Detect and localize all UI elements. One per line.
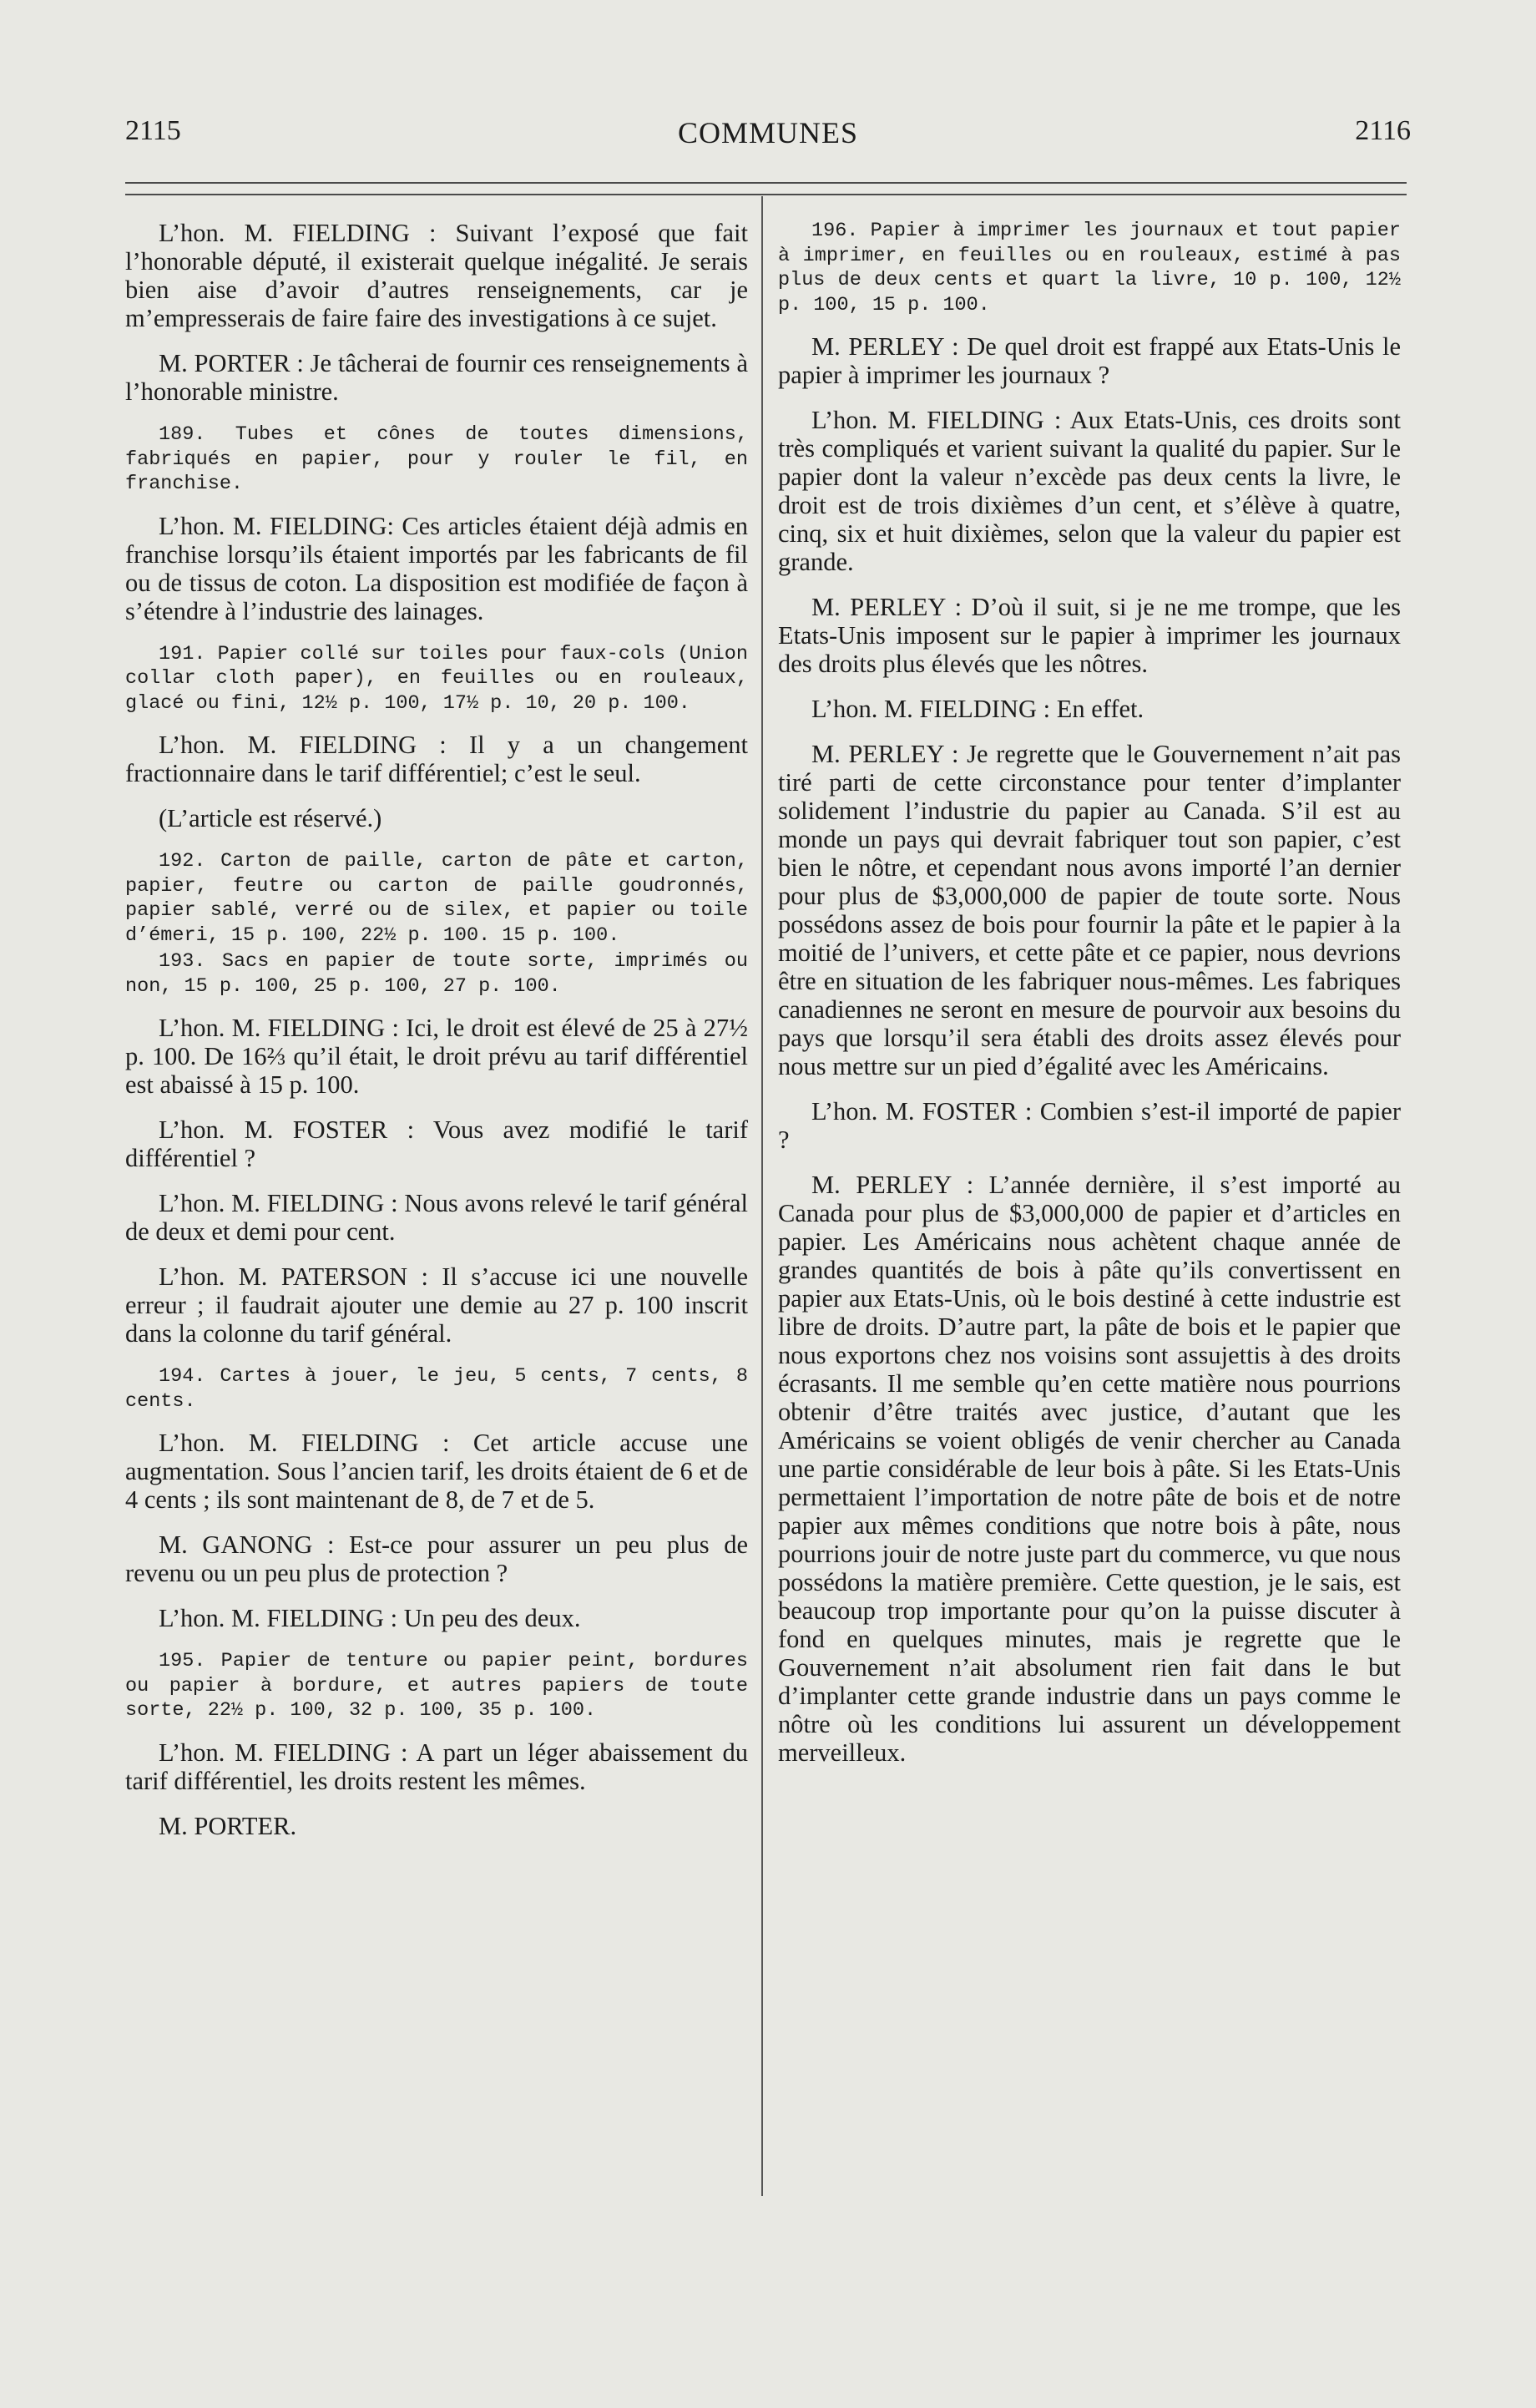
paragraph: M. PERLEY : L’année dernière, il s’est importé au Canada pour plus de $3,000,000 de papier et d’articles en papier. Les Américains nous achètent chaque année de grandes quantités de bois à pâte qu’ils convertissent en papier aux Etats-Unis, où le bois destiné à cette industrie est libre de droits. D’autre part, la pâte de bois et le papier que nous exportons chez nos voisins sont assujettis à des droits écrasants. Il me semble qu’en cette matière nous pourrions obtenir d’être traités avec justice, d’autant que les Américains se voient obligés de venir chercher au Canada une partie considérable de leur bois à pâte. Si les Etats-Unis permettaient l’importation de notre pâte de bois et de notre papier aux mêmes conditions que notre bois à pâte, nous pourrions jouir de notre juste part du commerce, vu que nous possédons la matière première. Cette question, je le sais, est beaucoup trop importante pour qu’on la puisse discuter à fond en quelques minutes, mais je regrette que le Gouvernement n’ait absolument rien fait dans le but d’implanter cette grande industrie dans un pays comme le nôtre où les conditions lui assurent un développement merveilleux. <box>778 1171 1401 1767</box>
left-column <box>125 219 748 1840</box>
paragraph: L’hon. M. FIELDING : A part un léger abaissement du tarif différentiel, les droits restent les mêmes. <box>125 1738 748 1795</box>
paragraph: L’hon. M. FIELDING : Cet article accuse une augmentation. Sous l’ancien tarif, les droits étaient de 6 et de 4 cents ; ils sont maintenant de 8, de 7 et de 5. <box>125 1429 748 1514</box>
paragraph: L’hon. M. FIELDING : Il y a un changement fractionnaire dans le tarif différentiel; c’est le seul. <box>125 731 748 787</box>
paragraph: L’hon. M. FIELDING : Ici, le droit est élevé de 25 à 27½ p. 100. De 16⅔ qu’il était, le droit prévu au tarif différentiel est abaissé à 15 p. 100. <box>125 1014 748 1099</box>
tariff-item: 193. Sacs en papier de toute sorte, imprimés ou non, 15 p. 100, 25 p. 100, 27 p. 100. <box>125 950 748 998</box>
paragraph: M. PERLEY : D’où il suit, si je ne me trompe, que les Etats-Unis imposent sur le papier à imprimer les journaux des droits plus élevés que les nôtres. <box>778 593 1401 678</box>
page-number-right: 2116 <box>1355 115 1411 146</box>
paragraph: L’hon. M. FIELDING : Suivant l’exposé que fait l’honorable député, il existerait quelque inégalité. Je serais bien aise d’avoir d’autres renseignements, car je m’empresserais de faire faire des investigations à ce sujet. <box>125 219 748 332</box>
paragraph: L’hon. M. FIELDING : En effet. <box>811 695 1144 723</box>
header-rule-top <box>125 182 1407 184</box>
paragraph: L’hon. M. FOSTER : Combien s’est-il importé de papier ? <box>778 1097 1401 1154</box>
paragraph: M. PERLEY : De quel droit est frappé aux Etats-Unis le papier à imprimer les journaux ? <box>778 332 1401 389</box>
paragraph: M. PORTER : Je tâcherai de fournir ces renseignements à l’honorable ministre. <box>125 349 748 406</box>
paragraph: M. PERLEY : Je regrette que le Gouvernement n’ait pas tiré parti de cette circonstance pour tenter d’implanter solidement l’industrie du papier au Canada. S’il est au monde un pays qui devrait fabriquer tout son papier, c’est bien le nôtre, et cependant nous avons importé l’an dernier pour plus de $3,000,000 de papier de toute sorte. Nous possédons assez de bois pour fournir la pâte et le papier à la moitié de l’univers, et cette pâte et ce papier, nous devrions être en situation de les fabriquer nous-mêmes. Les fabriques canadiennes ne seront en mesure de pourvoir aux besoins du pays que lorsqu’il sera établi des droits assez élevés pour nous mettre sur un pied d’égalité avec les Américains. <box>778 740 1401 1080</box>
paragraph: L’hon. M. FIELDING: Ces articles étaient déjà admis en franchise lorsqu’ils étaient importés par les fabricants de fil ou de tissus de coton. La disposition est modifiée de façon à s’étendre à l’industrie des lainages. <box>125 511 748 625</box>
paragraph: (L’article est réservé.) <box>159 804 382 832</box>
page-header <box>125 115 1411 157</box>
speaker-line: M. PORTER. <box>159 1811 297 1840</box>
paragraph: L’hon. M. FIELDING : Un peu des deux. <box>159 1604 581 1632</box>
tariff-item: 196. Papier à imprimer les journaux et tout papier à imprimer, en feuilles ou en rouleaux, estimé à pas plus de deux cents et quart la livre, 10 p. 100, 12½ p. 100, 15 p. 100. <box>778 220 1401 316</box>
tariff-item: 191. Papier collé sur toiles pour faux-cols (Union collar cloth paper), en feuilles ou en rouleaux, glacé ou fini, 12½ p. 100, 17½ p. 10, 20 p. 100. <box>125 642 748 715</box>
paragraph: L’hon. M. FOSTER : Vous avez modifié le tarif différentiel ? <box>125 1115 748 1172</box>
tariff-item: 195. Papier de tenture ou papier peint, bordures ou papier à bordure, et autres papiers de toute sorte, 22½ p. 100, 32 p. 100, 35 p. 100. <box>125 1650 748 1722</box>
page-title: COMMUNES <box>677 116 859 149</box>
tariff-item: 194. Cartes à jouer, le jeu, 5 cents, 7 cents, 8 cents. <box>125 1365 748 1413</box>
paragraph: L’hon. M. PATERSON : Il s’accuse ici une nouvelle erreur ; il faudrait ajouter une demie au 27 p. 100 inscrit dans la colonne du tarif général. <box>125 1262 748 1348</box>
paragraph: M. GANONG : Est-ce pour assurer un peu plus de revenu ou un peu plus de protection ? <box>125 1530 748 1587</box>
paragraph: L’hon. M. FIELDING : Nous avons relevé le tarif général de deux et demi pour cent. <box>125 1189 748 1246</box>
right-column <box>778 219 1401 1783</box>
tariff-item: 192. Carton de paille, carton de pâte et carton, papier, feutre ou carton de paille goudronnés, papier sablé, verré ou de silex, et papier ou toile d’émeri, 15 p. 100, 22½ p. 100. 15 p. 100. <box>125 850 748 947</box>
page-number-left: 2115 <box>125 115 181 146</box>
paragraph: L’hon. M. FIELDING : Aux Etats-Unis, ces droits sont très compliqués et varient suivant la qualité du papier. Sur le papier dont la valeur n’excède pas deux cents la livre, le droit est de trois dixièmes d’un cent, et s’élève à quatre, cinq, six et huit dixièmes, selon que la valeur du papier est grande. <box>778 406 1401 576</box>
tariff-item: 189. Tubes et cônes de toutes dimensions, fabriqués en papier, pour y rouler le fil, en franchise. <box>125 423 748 495</box>
header-rule-bottom <box>125 194 1407 195</box>
column-divider <box>761 196 763 2196</box>
